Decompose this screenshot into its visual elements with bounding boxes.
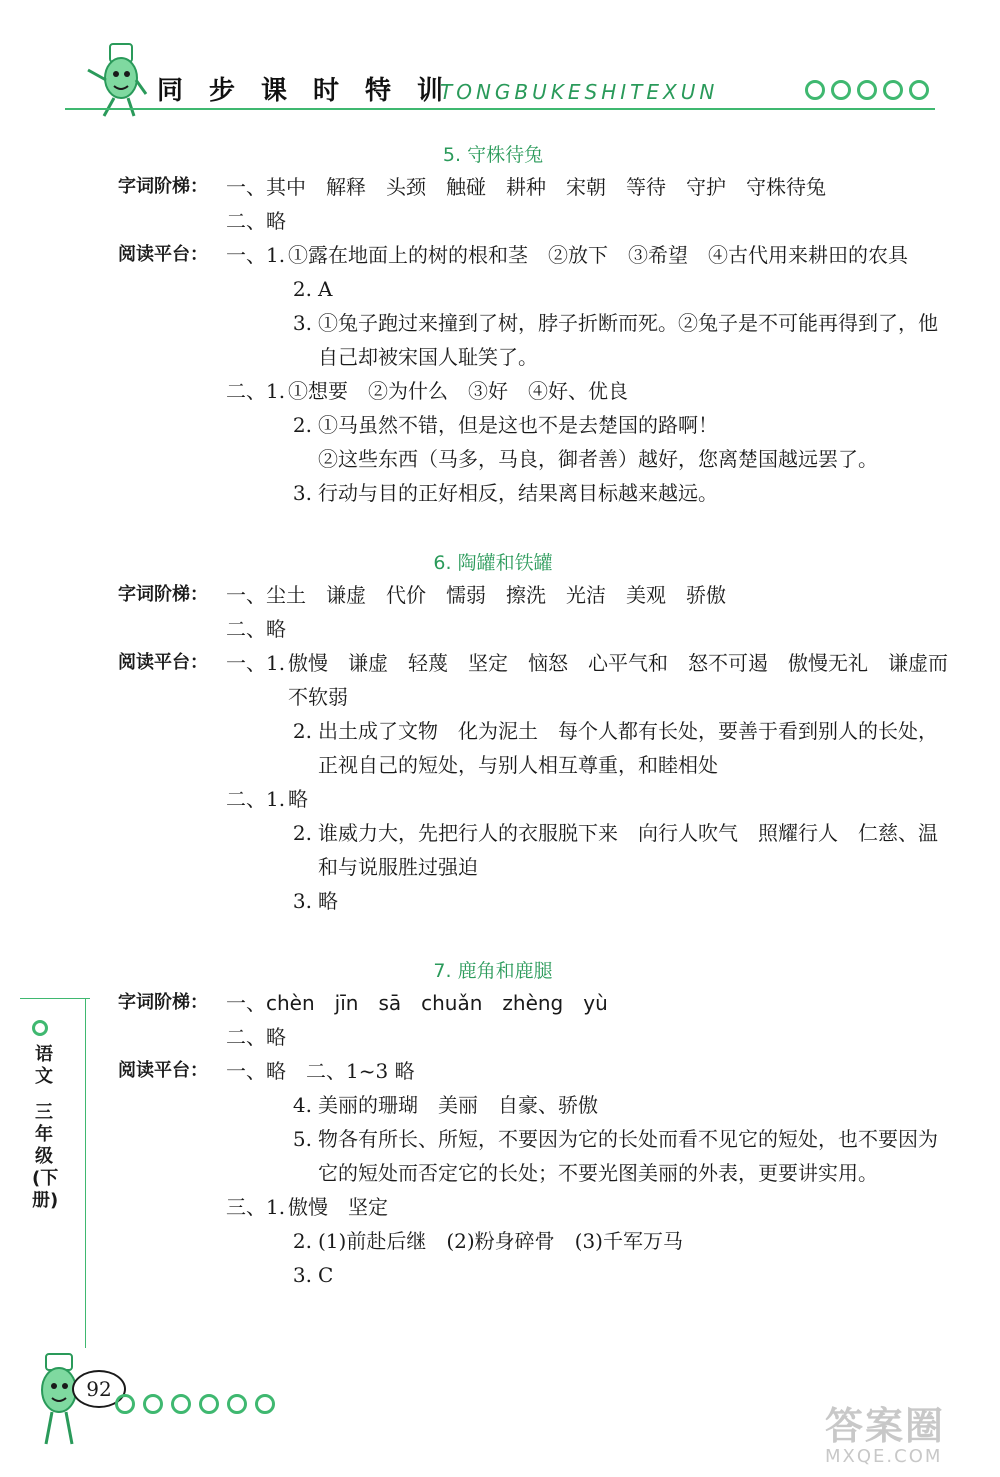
yuedu-row: [118, 306, 948, 374]
answer-item: [226, 476, 948, 510]
item-text: ①露在地面上的树的根和茎 ②放下 ③希望 ④古代用来耕田的农具: [288, 243, 908, 267]
watermark-bottom: MXQE.COM: [825, 1446, 943, 1467]
circle-icon: [32, 1020, 48, 1036]
header-title-char: 课: [260, 76, 291, 106]
item-text: 一、略 二、1~3 略: [226, 1059, 415, 1083]
grade-label: 三年级: [35, 1102, 53, 1167]
yuedu-label: 阅读平台：: [118, 244, 208, 265]
item-number: 4.: [292, 1093, 312, 1117]
ciyu-label: 字词阶梯：: [118, 992, 208, 1013]
page-footer: [20, 1350, 320, 1460]
yuedu-row: [118, 1122, 948, 1190]
ciyu-answer: 二、略: [226, 209, 286, 233]
ciyu-answer: 二、略: [226, 1025, 286, 1049]
yuedu-row: [118, 884, 948, 918]
item-text: 略: [288, 787, 308, 811]
yuedu-row: [118, 476, 948, 510]
item-text: 出土成了文物 化为泥土 每个人都有长处，要善于看到别人的长处，正视自己的短处，与别人相互尊重，和睦相处: [318, 719, 938, 777]
ciyu-row: [118, 1020, 948, 1054]
yuedu-row: [118, 714, 948, 782]
yuedu-row: [118, 374, 948, 408]
item-number: 2.: [292, 719, 312, 743]
item-text: 美丽的珊瑚 美丽 自豪、骄傲: [318, 1093, 598, 1117]
circle-icon: [255, 1394, 275, 1414]
answer-item: [226, 816, 948, 884]
circle-icon: [805, 80, 825, 100]
answer-item: [226, 646, 948, 714]
page-number: 92: [72, 1370, 126, 1408]
item-number: 二、1.: [226, 379, 286, 403]
item-number: 2.: [292, 1229, 312, 1253]
item-text: ①兔子跑过来撞到了树，脖子折断而死。②兔子是不可能再得到了，他自己却被宋国人耻笑了。: [318, 311, 938, 369]
answer-item: [226, 714, 948, 782]
section-title: 5. 守株待兔: [442, 144, 544, 166]
ciyu-row: [118, 170, 948, 204]
header-decoration: [805, 80, 929, 100]
circle-icon: [199, 1394, 219, 1414]
item-text: 略: [318, 889, 338, 913]
item-text: ①马虽然不错，但是这也不是去楚国的路啊！: [318, 413, 718, 437]
yuedu-row: [118, 408, 948, 442]
circle-icon: [115, 1394, 135, 1414]
item-number: 二、1.: [226, 787, 286, 811]
header-title: [148, 74, 460, 108]
yuedu-label: 阅读平台：: [118, 1060, 208, 1081]
sidebar-text: [32, 1044, 59, 1212]
yuedu-row: [118, 1258, 948, 1292]
circle-icon: [227, 1394, 247, 1414]
answer-item: [226, 1224, 948, 1258]
answer-item: [226, 884, 948, 918]
answer-item: [226, 238, 948, 272]
header-title-char: 训: [416, 76, 447, 106]
header-title-char: 步: [208, 76, 239, 106]
answer-item: [226, 408, 948, 442]
circle-icon: [831, 80, 851, 100]
sidebar-divider: [85, 998, 86, 1348]
answer-item: [226, 1190, 948, 1224]
ciyu-answer: 一、尘土 谦虚 代价 懦弱 擦洗 光洁 美观 骄傲: [226, 583, 726, 607]
ciyu-row: [118, 612, 948, 646]
item-text: C: [318, 1263, 334, 1287]
sidebar-divider: [20, 998, 90, 999]
ciyu-row: [118, 986, 948, 1020]
header-pinyin: TONGBUKESHITEXUN: [440, 80, 719, 104]
yuedu-row: [118, 782, 948, 816]
item-text: A: [318, 277, 333, 301]
footer-decoration: [115, 1394, 275, 1414]
item-text: (1)前赴后继 (2)粉身碎骨 (3)千军万马: [318, 1229, 683, 1253]
yuedu-label: 阅读平台：: [118, 652, 208, 673]
ciyu-label: 字词阶梯：: [118, 584, 208, 605]
item-number: 三、1.: [226, 1195, 286, 1219]
item-text: 傲慢 坚定: [288, 1195, 388, 1219]
item-text: 行动与目的正好相反，结果离目标越来越远。: [318, 481, 718, 505]
ciyu-row: [118, 204, 948, 238]
item-number: 3.: [292, 311, 312, 335]
page-header: [0, 0, 1000, 140]
circle-icon: [909, 80, 929, 100]
item-number: 3.: [292, 481, 312, 505]
item-text: 物各有所长、所短，不要因为它的长处而看不见它的短处，也不要因为它的短处而否定它的长处；不要光图美丽的外表，更要讲实用。: [318, 1127, 938, 1185]
yuedu-row: [118, 442, 948, 476]
section-title: 6. 陶罐和铁罐: [433, 552, 553, 574]
yuedu-row: [118, 1088, 948, 1122]
ciyu-row: [118, 578, 948, 612]
yuedu-row: [118, 1190, 948, 1224]
circle-icon: [143, 1394, 163, 1414]
answer-item: [226, 782, 948, 816]
item-number: 一、1.: [226, 243, 286, 267]
circle-icon: [883, 80, 903, 100]
ciyu-answer: 一、其中 解释 头颈 触碰 耕种 宋朝 等待 守护 守株待兔: [226, 175, 826, 199]
section-6: [118, 548, 948, 918]
ciyu-label: 字词阶梯：: [118, 176, 208, 197]
header-title-char: 时: [312, 76, 343, 106]
item-text: 谁威力大，先把行人的衣服脱下来 向行人吹气 照耀行人 仁慈、温和与说服胜过强迫: [318, 821, 938, 879]
item-number: 2.: [292, 413, 312, 437]
answer-item: [226, 374, 948, 408]
answer-item: [226, 1258, 948, 1292]
ciyu-answer: 一、chèn jīn sā chuǎn zhèng yù: [226, 991, 608, 1015]
answer-item: [226, 306, 948, 374]
yuedu-row: [118, 238, 948, 272]
item-number: 3.: [292, 1263, 312, 1287]
watermark-top: 答案圈: [825, 1404, 946, 1448]
subject-label: 语文: [35, 1044, 53, 1087]
item-text: 傲慢 谦虚 轻蔑 坚定 恼怒 心平气和 怒不可遏 傲慢无礼 谦虚而不软弱: [288, 651, 948, 709]
section-7: [118, 956, 948, 1292]
item-number: 2.: [292, 277, 312, 301]
circle-icon: [171, 1394, 191, 1414]
circle-icon: [857, 80, 877, 100]
yuedu-row: [118, 1224, 948, 1258]
answer-content: [118, 140, 948, 1292]
section-title: 7. 鹿角和鹿腿: [433, 960, 553, 982]
section-5: [118, 140, 948, 510]
item-number: 5.: [292, 1127, 312, 1151]
item-number: 2.: [292, 821, 312, 845]
yuedu-row: [118, 816, 948, 884]
header-title-char: 同: [156, 76, 187, 106]
yuedu-row: [118, 272, 948, 306]
answer-item: [226, 272, 948, 306]
item-number: 3.: [292, 889, 312, 913]
yuedu-row: [118, 1054, 948, 1088]
yuedu-row: [118, 646, 948, 714]
ciyu-answer: 二、略: [226, 617, 286, 641]
item-text: ②这些东西（马多，马良，御者善）越好，您离楚国越远罢了。: [318, 447, 878, 471]
answer-item: [226, 1122, 948, 1190]
item-text: ①想要 ②为什么 ③好 ④好、优良: [288, 379, 628, 403]
header-title-char: 特: [364, 76, 395, 106]
volume-label: (下册): [32, 1168, 59, 1211]
watermark: [825, 1395, 985, 1475]
header-divider: [65, 108, 935, 110]
item-number: 一、1.: [226, 651, 286, 675]
answer-item: [226, 1088, 948, 1122]
